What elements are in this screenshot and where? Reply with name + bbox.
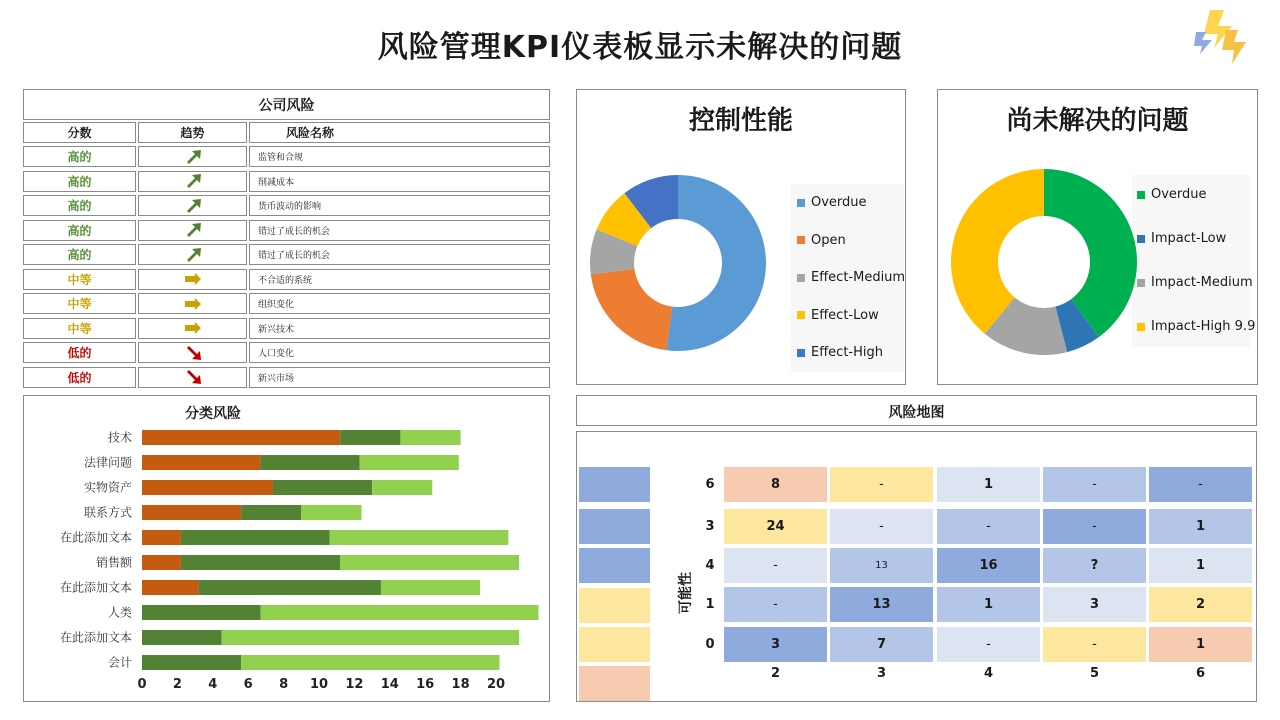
heatmap-cell: 16 <box>937 548 1040 583</box>
legend-label: Overdue <box>811 195 867 210</box>
legend-item <box>797 345 883 360</box>
risk-trend <box>138 220 247 241</box>
heatmap-row-label: 6 <box>705 477 715 492</box>
heatmap-cell: - <box>1043 467 1146 502</box>
heatmap-col-label: 6 <box>1195 666 1206 681</box>
legend-label: Open <box>811 232 846 248</box>
heatmap-cell: 1 <box>1149 627 1252 662</box>
trend-up-arrow-icon <box>183 221 203 239</box>
legend-label: Effect-Medium <box>811 270 906 285</box>
unresolved-issues-donut-chart <box>937 140 1137 385</box>
risk-trend <box>138 293 247 314</box>
risk-level: 高的 <box>23 220 136 241</box>
legend-swatch <box>1137 235 1145 243</box>
legend-item <box>1137 275 1253 290</box>
bar-segment <box>261 455 360 470</box>
heatmap-row-label: 0 <box>705 637 715 652</box>
risk-name: 监管和合规 <box>249 146 550 167</box>
x-tick-label: 0 <box>137 677 147 692</box>
bar-segment <box>340 430 400 445</box>
legend-label: Impact-Medium <box>1151 275 1253 290</box>
bar-segment <box>222 630 519 645</box>
x-tick-label: 4 <box>208 677 218 692</box>
bar-category-label: 销售额 <box>95 555 132 570</box>
bar-segment <box>340 555 519 570</box>
trend-up-arrow-icon <box>183 148 203 166</box>
risk-trend <box>138 244 247 265</box>
risk-level: 高的 <box>23 171 136 192</box>
bar-segment <box>142 480 273 495</box>
bar-segment <box>181 530 330 545</box>
bar-segment <box>372 480 432 495</box>
risk-name: 新兴技术 <box>249 318 550 339</box>
heatmap-side-swatch <box>579 509 650 544</box>
heatmap-cell: - <box>937 627 1040 662</box>
x-tick-label: 16 <box>416 677 435 692</box>
bar-segment <box>142 430 340 445</box>
bar-category-label: 法律问题 <box>83 455 132 470</box>
risk-trend <box>138 146 247 167</box>
trend-down-arrow-icon <box>183 368 203 386</box>
heatmap-cell: 1 <box>1149 509 1252 544</box>
trend-flat-arrow-icon <box>183 270 203 288</box>
bar-category-label: 在此添加文本 <box>59 530 132 545</box>
bar-category-label: 在此添加文本 <box>59 580 132 595</box>
trend-up-arrow-icon <box>183 197 203 215</box>
legend-swatch <box>797 199 805 207</box>
bar-segment <box>142 530 181 545</box>
risk-name: 货币波动的影响 <box>249 195 550 216</box>
bar-segment <box>241 655 499 670</box>
category-risk-title: 分类风险 <box>185 406 241 422</box>
heatmap-cell: 13 <box>830 548 933 583</box>
heatmap-row-label: 3 <box>705 519 715 534</box>
heatmap-cell: 7 <box>830 627 933 662</box>
heatmap-cell: 2 <box>1149 587 1252 622</box>
donut-slice-overdue <box>667 175 766 351</box>
bar-segment <box>142 655 241 670</box>
header-risk-name-label: 风险名称 <box>286 126 335 140</box>
heatmap-cell: 3 <box>724 627 827 662</box>
bar-segment <box>273 480 372 495</box>
heatmap-col-label: 4 <box>983 666 994 681</box>
risk-name: 削减成本 <box>249 171 550 192</box>
risk-trend <box>138 171 247 192</box>
heatmap-row-label: 1 <box>705 597 715 612</box>
heatmap-side-swatch <box>579 548 650 583</box>
heatmap-cell: - <box>937 509 1040 544</box>
bar-segment <box>381 580 480 595</box>
bar-segment <box>301 505 361 520</box>
risk-trend <box>138 269 247 290</box>
bar-segment <box>142 555 181 570</box>
risk-level: 中等 <box>23 318 136 339</box>
legend-item <box>1137 187 1207 202</box>
bar-segment <box>142 630 222 645</box>
header-trend: 趋势 <box>138 122 247 143</box>
bar-segment <box>142 605 261 620</box>
heatmap-cell: ? <box>1043 548 1146 583</box>
x-tick-label: 2 <box>172 677 182 692</box>
risk-level: 高的 <box>23 195 136 216</box>
bar-category-label: 会计 <box>107 655 132 670</box>
risk-name: 不合适的系统 <box>249 269 550 290</box>
x-tick-label: 10 <box>309 677 329 692</box>
heatmap-cell: 1 <box>1149 548 1252 583</box>
trend-down-arrow-icon <box>183 344 203 362</box>
bar-category-label: 联系方式 <box>83 505 132 520</box>
donut-slice-open <box>591 269 673 351</box>
legend-label: Overdue <box>1151 187 1207 202</box>
x-tick-label: 12 <box>345 677 364 692</box>
bar-category-label: 在此添加文本 <box>59 630 132 645</box>
legend-swatch <box>797 274 805 282</box>
legend-swatch <box>1137 323 1145 331</box>
legend-swatch <box>1137 279 1145 287</box>
bar-segment <box>360 455 459 470</box>
trend-up-arrow-icon <box>183 246 203 264</box>
heatmap-cell: - <box>830 467 933 502</box>
heatmap-cell: 8 <box>724 467 827 502</box>
legend-swatch <box>797 236 805 244</box>
x-tick-label: 6 <box>243 677 253 692</box>
risk-trend <box>138 195 247 216</box>
control-performance-donut-chart <box>576 140 786 385</box>
heatmap-cell: - <box>830 509 933 544</box>
legend-label: Impact-High 9.9 <box>1151 319 1256 334</box>
legend-item <box>1137 319 1255 334</box>
risk-trend <box>138 342 247 363</box>
company-risk-title: 公司风险 <box>23 89 550 120</box>
legend-swatch <box>797 349 805 357</box>
risk-name: 人口变化 <box>249 342 550 363</box>
heatmap-col-label: 3 <box>876 666 887 681</box>
bar-category-label: 技术 <box>107 430 132 445</box>
heatmap-side-swatch <box>579 627 650 662</box>
bar-category-label: 实物资产 <box>83 480 132 495</box>
legend-item <box>1137 231 1226 246</box>
risk-name: 错过了成长的机会 <box>249 220 550 241</box>
heatmap-cell: - <box>724 587 827 622</box>
heatmap-cell: 3 <box>1043 587 1146 622</box>
trend-flat-arrow-icon <box>183 295 203 313</box>
risk-level: 中等 <box>23 269 136 290</box>
risk-name: 组织变化 <box>249 293 550 314</box>
header-score: 分数 <box>23 122 136 143</box>
heatmap-cell: - <box>1043 509 1146 544</box>
bar-segment <box>330 530 509 545</box>
category-risk-bar-chart <box>23 420 550 700</box>
heatmap-col-label: 2 <box>770 666 781 681</box>
trend-flat-arrow-icon <box>183 319 203 337</box>
legend-label: Impact-Low <box>1151 231 1227 246</box>
legend-label: Effect-High <box>811 345 883 360</box>
heatmap-cell: - <box>1149 467 1252 502</box>
risk-trend <box>138 318 247 339</box>
unresolved-issues-title: 尚未解决的问题 <box>1006 106 1189 136</box>
page-title: 风险管理KPI仪表板显示未解决的问题 <box>377 30 903 65</box>
bar-segment <box>142 505 241 520</box>
risk-level: 高的 <box>23 146 136 167</box>
legend-item <box>797 195 867 210</box>
risk-level: 高的 <box>23 244 136 265</box>
bar-segment <box>241 505 301 520</box>
x-tick-label: 20 <box>486 677 506 692</box>
legend-item <box>797 270 905 285</box>
x-tick-label: 18 <box>451 677 470 692</box>
bar-segment <box>142 580 199 595</box>
bar-segment <box>181 555 340 570</box>
heatmap-cell: 1 <box>937 587 1040 622</box>
heatmap-side-swatch <box>579 666 650 701</box>
legend-swatch <box>797 311 805 319</box>
risk-trend <box>138 367 247 388</box>
lightning-logo-icon <box>1192 8 1252 72</box>
legend-label: Effect-Low <box>811 307 879 323</box>
bar-segment <box>400 430 460 445</box>
bar-segment <box>261 605 539 620</box>
risk-name: 错过了成长的机会 <box>249 244 550 265</box>
legend-swatch <box>1137 191 1145 199</box>
trend-up-arrow-icon <box>183 172 203 190</box>
legend-item <box>797 233 846 248</box>
risk-level: 中等 <box>23 293 136 314</box>
bar-segment <box>142 455 261 470</box>
heatmap-cell: 13 <box>830 587 933 622</box>
heatmap-cell: 1 <box>937 467 1040 502</box>
risk-level: 低的 <box>23 367 136 388</box>
legend-item <box>797 308 879 323</box>
control-performance-title: 控制性能 <box>688 106 793 136</box>
risk-map-title: 风险地图 <box>888 405 945 421</box>
heatmap-y-axis-label: 可能性 <box>678 572 694 614</box>
heatmap-cell: - <box>724 548 827 583</box>
risk-name: 新兴市场 <box>249 367 550 388</box>
x-tick-label: 14 <box>380 677 399 692</box>
heatmap-side-swatch <box>579 467 650 502</box>
bar-segment <box>199 580 381 595</box>
header-risk-name <box>249 122 550 143</box>
heatmap-row-label: 4 <box>705 558 715 573</box>
heatmap-side-swatch <box>579 588 650 623</box>
bar-category-label: 人类 <box>107 605 132 620</box>
heatmap-cell: - <box>1043 627 1146 662</box>
heatmap-cell: 24 <box>724 509 827 544</box>
x-tick-label: 8 <box>279 677 289 692</box>
heatmap-col-label: 5 <box>1089 666 1100 681</box>
risk-level: 低的 <box>23 342 136 363</box>
